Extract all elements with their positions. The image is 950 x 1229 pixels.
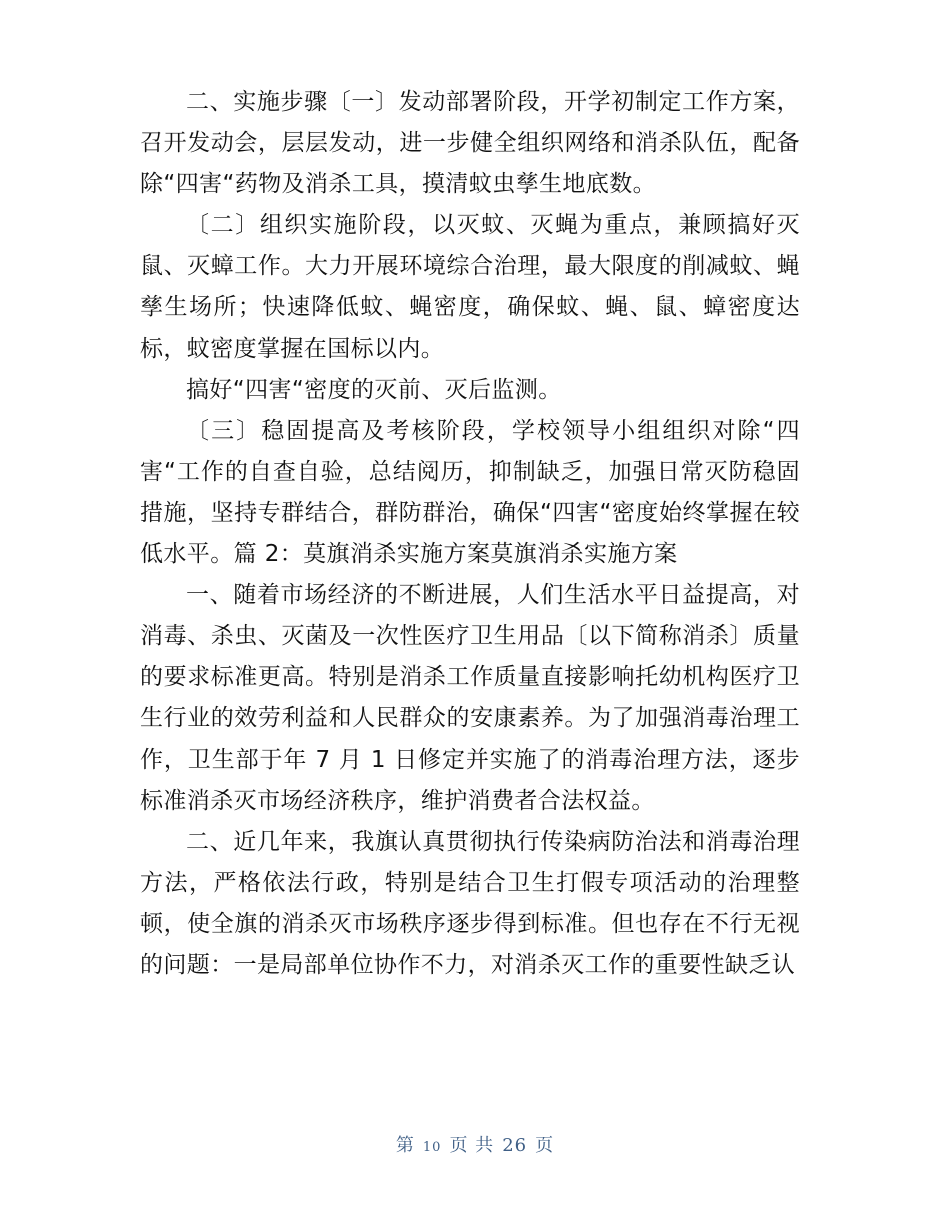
- paragraph: 二、近几年来，我旗认真贯彻执行传染病防治法和消毒治理方法，严格依法行政，特别是结合卫生打假专项活动的治理整顿，使全旗的消杀灭市场秩序逐步得到标准。但也存在不行无视的问题：一是局部单位协作不力，对消杀灭工作的重要性缺乏认: [140, 828, 800, 978]
- paragraph: 一、随着市场经济的不断进展，人们生活水平日益提高，对消毒、杀虫、灭菌及一次性医疗卫生用品〔以下简称消杀〕质量的要求标准更高。特别是消杀工作质量直接影响托幼机构医疗卫生行业的效劳利益和人民群众的安康素养。为了加强消毒治理工作，卫生部于年 7 月 1 日修定并实施了的消毒治理方法，逐步标准消杀灭市场经济秩序，维护消费者合法权益。: [140, 582, 800, 814]
- total-pages-number: 26: [502, 1135, 528, 1156]
- current-page-number: 10: [422, 1140, 442, 1155]
- paragraph: 〔二〕组织实施阶段，以灭蚊、灭蝇为重点，兼顾搞好灭鼠、灭蟑工作。大力开展环境综合治理，最大限度的削减蚊、蝇孳生场所；快速降低蚊、蝇密度，确保蚊、蝇、鼠、蟑密度达标，蚊密度掌握在国标以内。: [140, 212, 800, 362]
- paragraph: 二、实施步骤〔一〕发动部署阶段，开学初制定工作方案，召开发动会，层层发动，进一步健全组织网络和消杀队伍，配备除“四害“药物及消杀工具，摸清蚊虫孳生地底数。: [140, 89, 800, 198]
- footer-middle: 页 共: [449, 1135, 495, 1156]
- paragraph: 〔三〕稳固提高及考核阶段，学校领导小组组织对除“四害“工作的自查自验，总结阅历，抑制缺乏，加强日常灭防稳固措施，坚持专群结合，群防群治，确保“四害“密度始终掌握在较低水平。篇 2：莫旗消杀实施方案莫旗消杀实施方案: [140, 417, 800, 568]
- page-footer: [0, 1131, 950, 1157]
- footer-prefix: 第: [395, 1135, 415, 1156]
- paragraph: 搞好“四害“密度的灭前、灭后监测。: [186, 376, 562, 403]
- document-body: [140, 82, 800, 986]
- footer-suffix: 页: [535, 1135, 555, 1156]
